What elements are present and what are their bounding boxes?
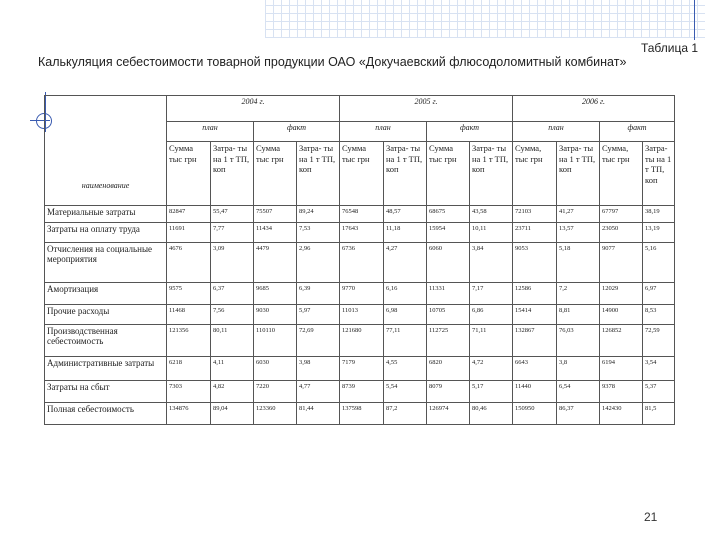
table-cell: 137598 [340,403,384,425]
plan-header: план [513,122,600,142]
table-cell: 5,17 [470,381,513,403]
table-cell: 75507 [254,206,297,223]
table-cell: 9575 [167,283,211,305]
table-row [45,223,675,243]
table-cell: 11691 [167,223,211,243]
table-cell: 7,17 [470,283,513,305]
table-cell: 8,53 [643,305,675,325]
table-cell: 4,55 [384,357,427,381]
page-title: Калькуляция себестоимости товарной продукции ОАО «Докучаевский флюсодоломитный комбинат» [38,55,627,69]
table-cell: 134876 [167,403,211,425]
decorative-grid [265,0,705,38]
table-row [45,403,675,425]
plan-header: план [167,122,254,142]
table-cell: 6643 [513,357,557,381]
table-cell: 7,53 [297,223,340,243]
sub-header: Сумма, тыс грн [513,142,557,206]
table-cell: 150950 [513,403,557,425]
sub-header: Затра- ты на 1 т ТП, коп [643,142,675,206]
table-cell: 8,81 [557,305,600,325]
table-caption: Таблица 1 [640,41,698,55]
table-cell: 80,46 [470,403,513,425]
row-label: Амортизация [45,283,167,305]
table-cell: 9077 [600,243,643,283]
table-cell: 11013 [340,305,384,325]
table-cell: 81,5 [643,403,675,425]
sub-header: Затра- ты на 1 т ТП, коп [384,142,427,206]
table-cell: 110110 [254,325,297,357]
table-cell: 6,37 [211,283,254,305]
table-cell: 43,58 [470,206,513,223]
sub-header: Затра- ты на 1 т ТП, коп [297,142,340,206]
table-cell: 4676 [167,243,211,283]
table-cell: 87,2 [384,403,427,425]
table-cell: 68675 [427,206,470,223]
table-cell: 6820 [427,357,470,381]
table-cell: 6218 [167,357,211,381]
table-cell: 2,96 [297,243,340,283]
table-cell: 6,86 [470,305,513,325]
cost-table [44,95,675,425]
table-cell: 121356 [167,325,211,357]
table-cell: 9770 [340,283,384,305]
table-cell: 112725 [427,325,470,357]
table-cell: 123360 [254,403,297,425]
table-cell: 11440 [513,381,557,403]
sub-header: Сумма тыс грн [254,142,297,206]
table-cell: 14900 [600,305,643,325]
table-cell: 8739 [340,381,384,403]
table-cell: 76,03 [557,325,600,357]
row-label: Прочие расходы [45,305,167,325]
table-cell: 6,98 [384,305,427,325]
sub-header: Сумма тыс грн [427,142,470,206]
table-cell: 41,27 [557,206,600,223]
fact-header: факт [254,122,340,142]
table-cell: 3,8 [557,357,600,381]
table-cell: 7303 [167,381,211,403]
sub-header: Сумма тыс грн [340,142,384,206]
page-number: 21 [644,510,658,524]
table-cell: 142430 [600,403,643,425]
table-cell: 3,84 [470,243,513,283]
year-2006-header: 2006 г. [513,96,675,122]
table-cell: 12029 [600,283,643,305]
row-label: Производственная себестоимость [45,325,167,357]
table-cell: 7,77 [211,223,254,243]
table-cell: 4,72 [470,357,513,381]
table-cell: 5,16 [643,243,675,283]
table-cell: 48,57 [384,206,427,223]
table-cell: 17643 [340,223,384,243]
table-cell: 5,37 [643,381,675,403]
table-cell: 9030 [254,305,297,325]
table-cell: 13,57 [557,223,600,243]
table-cell: 9053 [513,243,557,283]
sub-header: Сумма тыс грн [167,142,211,206]
table-cell: 7,56 [211,305,254,325]
table-row [45,357,675,381]
table-cell: 5,18 [557,243,600,283]
table-row [45,206,675,223]
table-cell: 6,16 [384,283,427,305]
table-cell: 6,39 [297,283,340,305]
year-2004-header: 2004 г. [167,96,340,122]
table-cell: 6,97 [643,283,675,305]
table-row [45,283,675,305]
table-cell: 55,47 [211,206,254,223]
table-cell: 81,44 [297,403,340,425]
sub-header: Затра- ты на 1 т ТП, коп [557,142,600,206]
table-cell: 4,77 [297,381,340,403]
table-cell: 126974 [427,403,470,425]
table-cell: 7,2 [557,283,600,305]
table-cell: 15954 [427,223,470,243]
table-cell: 3,54 [643,357,675,381]
table-cell: 38,19 [643,206,675,223]
table-cell: 4,11 [211,357,254,381]
table-cell: 3,98 [297,357,340,381]
plan-header: план [340,122,427,142]
table-cell: 6060 [427,243,470,283]
table-cell: 77,11 [384,325,427,357]
fact-header: факт [427,122,513,142]
table-cell: 23711 [513,223,557,243]
table-cell: 89,04 [211,403,254,425]
table-cell: 72,59 [643,325,675,357]
table-cell: 11434 [254,223,297,243]
year-2005-header: 2005 г. [340,96,513,122]
sub-header: Сумма, тыс грн [600,142,643,206]
table-cell: 7220 [254,381,297,403]
table-cell: 11,18 [384,223,427,243]
table-cell: 5,54 [384,381,427,403]
table-cell: 10,11 [470,223,513,243]
table-cell: 10705 [427,305,470,325]
table-cell: 67797 [600,206,643,223]
table-cell: 72103 [513,206,557,223]
table-cell: 7179 [340,357,384,381]
table-cell: 4,27 [384,243,427,283]
table-cell: 4479 [254,243,297,283]
row-label: Затраты на оплату труда [45,223,167,243]
table-cell: 6194 [600,357,643,381]
row-label: Материальные затраты [45,206,167,223]
table-row [45,305,675,325]
table-cell: 11331 [427,283,470,305]
table-cell: 4,82 [211,381,254,403]
row-label: Затраты на сбыт [45,381,167,403]
table-cell: 6736 [340,243,384,283]
table-row [45,243,675,283]
table-cell: 121680 [340,325,384,357]
table-cell: 6030 [254,357,297,381]
table-cell: 15414 [513,305,557,325]
name-column-header: наименование [45,96,167,206]
table-cell: 6,54 [557,381,600,403]
table-cell: 5,97 [297,305,340,325]
table-cell: 3,09 [211,243,254,283]
table-cell: 9378 [600,381,643,403]
table-cell: 71,11 [470,325,513,357]
fact-header: факт [600,122,675,142]
table-cell: 12586 [513,283,557,305]
table-cell: 132867 [513,325,557,357]
table-body [45,206,675,425]
table-cell: 82847 [167,206,211,223]
decorative-line [694,0,695,40]
table-cell: 9685 [254,283,297,305]
year-header-row [45,96,675,122]
row-label: Административные затраты [45,357,167,381]
sub-header: Затра- ты на 1 т ТП, коп [211,142,254,206]
table-cell: 76548 [340,206,384,223]
table-cell: 23050 [600,223,643,243]
table-cell: 13,19 [643,223,675,243]
table-cell: 126852 [600,325,643,357]
table-cell: 86,37 [557,403,600,425]
table-cell: 11468 [167,305,211,325]
row-label: Отчисления на социальные мероприятия [45,243,167,283]
table-cell: 80,11 [211,325,254,357]
table-row [45,381,675,403]
row-label: Полная себестоимость [45,403,167,425]
table-cell: 89,24 [297,206,340,223]
table-cell: 8079 [427,381,470,403]
sub-header: Затра- ты на 1 т ТП, коп [470,142,513,206]
table-row [45,325,675,357]
table-cell: 72,69 [297,325,340,357]
